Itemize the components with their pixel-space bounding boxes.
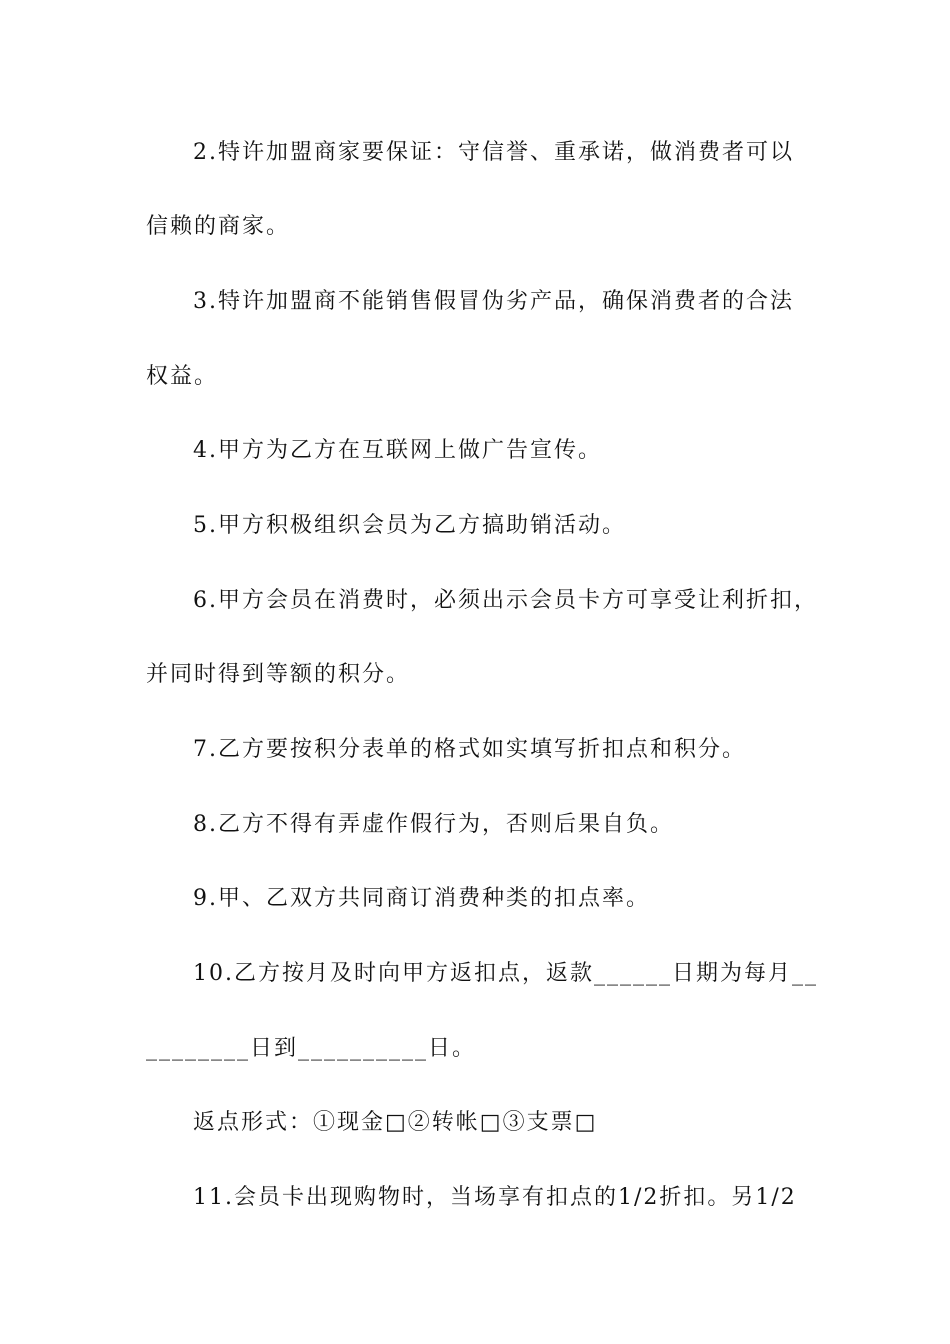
- clause-8: 8.乙方不得有弄虚作假行为，否则后果自负。: [193, 812, 674, 837]
- clause-9: 9.甲、乙双方共同商订消费种类的扣点率。: [193, 886, 650, 911]
- clause-10-line-2: ________日到__________日。: [146, 1036, 477, 1061]
- clause-3-line-2: 权益。: [146, 364, 219, 389]
- clause-7: 7.乙方要按积分表单的格式如实填写折扣点和积分。: [193, 737, 746, 762]
- clause-3-line-1: 3.特许加盟商不能销售假冒伪劣产品，确保消费者的合法: [193, 289, 794, 314]
- clause-5: 5.甲方积极组织会员为乙方搞助销活动。: [193, 513, 626, 538]
- clause-6-line-2: 并同时得到等额的积分。: [146, 662, 411, 687]
- clause-2-line-2: 信赖的商家。: [146, 214, 291, 239]
- clause-10-line-1: 10.乙方按月及时向甲方返扣点，返款______日期为每月__: [193, 961, 818, 986]
- clause-2-line-1: 2.特许加盟商家要保证：守信誉、重承诺，做消费者可以: [193, 140, 794, 165]
- rebate-form-line: 返点形式：①现金□②转帐□③支票□: [193, 1110, 598, 1135]
- clause-4: 4.甲方为乙方在互联网上做广告宣传。: [193, 438, 602, 463]
- clause-11-line-1: 11.会员卡出现购物时，当场享有扣点的1/2折扣。另1/2: [193, 1185, 797, 1210]
- clause-6-line-1: 6.甲方会员在消费时，必须出示会员卡方可享受让利折扣，: [193, 588, 818, 613]
